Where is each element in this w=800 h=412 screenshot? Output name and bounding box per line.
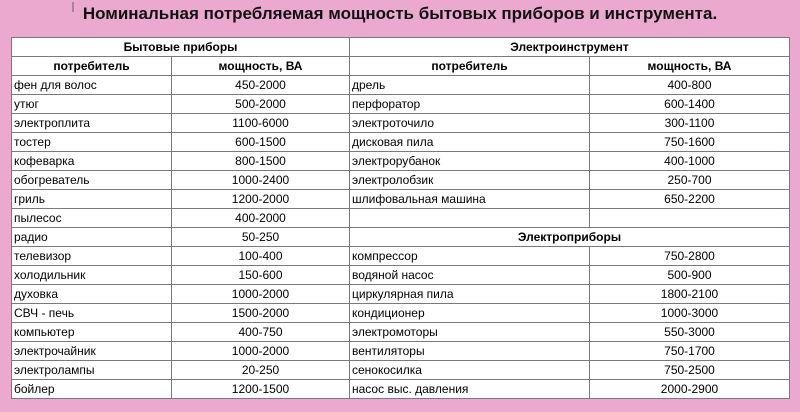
appliance-name-cell: насос выс. давления bbox=[350, 380, 590, 399]
household-power-cell: 800-1500 bbox=[172, 152, 350, 171]
household-power-cell: 1100-6000 bbox=[172, 114, 350, 133]
tool-name-cell: перфоратор bbox=[350, 95, 590, 114]
household-col-power: мощность, ВА bbox=[172, 57, 350, 76]
appliance-name-cell: циркулярная пила bbox=[350, 285, 590, 304]
table-row bbox=[12, 323, 790, 342]
blank-cell bbox=[590, 209, 790, 228]
household-name-cell: утюг bbox=[12, 95, 172, 114]
household-power-cell: 20-250 bbox=[172, 361, 350, 380]
tool-power-cell: 750-1600 bbox=[590, 133, 790, 152]
household-col-consumer: потребитель bbox=[12, 57, 172, 76]
household-power-cell: 500-2000 bbox=[172, 95, 350, 114]
table-row bbox=[12, 133, 790, 152]
appliance-power-cell: 750-1700 bbox=[590, 342, 790, 361]
household-name-cell: фен для волос bbox=[12, 76, 172, 95]
tool-name-cell: электрорубанок bbox=[350, 152, 590, 171]
household-name-cell: компьютер bbox=[12, 323, 172, 342]
section-header-row bbox=[12, 38, 790, 57]
household-power-cell: 50-250 bbox=[172, 228, 350, 247]
household-name-cell: обогреватель bbox=[12, 171, 172, 190]
table-row bbox=[12, 76, 790, 95]
household-name-cell: телевизор bbox=[12, 247, 172, 266]
appliance-name-cell: кондиционер bbox=[350, 304, 590, 323]
tools-col-power: мощность, ВА bbox=[590, 57, 790, 76]
table-row bbox=[12, 247, 790, 266]
household-name-cell: радио bbox=[12, 228, 172, 247]
household-name-cell: электрочайник bbox=[12, 342, 172, 361]
table-row bbox=[12, 190, 790, 209]
household-name-cell: электроплита bbox=[12, 114, 172, 133]
household-power-cell: 1000-2000 bbox=[172, 342, 350, 361]
appliance-name-cell: электромоторы bbox=[350, 323, 590, 342]
appliance-power-cell: 1000-3000 bbox=[590, 304, 790, 323]
household-power-cell: 400-2000 bbox=[172, 209, 350, 228]
household-power-cell: 600-1500 bbox=[172, 133, 350, 152]
table-row bbox=[12, 95, 790, 114]
household-power-cell: 150-600 bbox=[172, 266, 350, 285]
table-row bbox=[12, 361, 790, 380]
household-power-cell: 400-750 bbox=[172, 323, 350, 342]
household-power-cell: 450-2000 bbox=[172, 76, 350, 95]
tool-power-cell: 650-2200 bbox=[590, 190, 790, 209]
household-name-cell: кофеварка bbox=[12, 152, 172, 171]
appliance-name-cell: вентиляторы bbox=[350, 342, 590, 361]
table-row bbox=[12, 228, 790, 247]
household-name-cell: СВЧ - печь bbox=[12, 304, 172, 323]
household-name-cell: тостер bbox=[12, 133, 172, 152]
table-row bbox=[12, 209, 790, 228]
tools-section-title: Электроинструмент bbox=[350, 38, 790, 57]
tool-power-cell: 400-1000 bbox=[590, 152, 790, 171]
table-row bbox=[12, 380, 790, 399]
household-name-cell: пылесос bbox=[12, 209, 172, 228]
table-row bbox=[12, 342, 790, 361]
household-power-cell: 100-400 bbox=[172, 247, 350, 266]
household-power-cell: 1200-2000 bbox=[172, 190, 350, 209]
household-name-cell: электролампы bbox=[12, 361, 172, 380]
household-power-cell: 1000-2000 bbox=[172, 285, 350, 304]
household-power-cell: 1200-1500 bbox=[172, 380, 350, 399]
appliances-section-title: Электроприборы bbox=[350, 228, 790, 247]
tool-power-cell: 400-800 bbox=[590, 76, 790, 95]
tools-col-consumer: потребитель bbox=[350, 57, 590, 76]
table-row bbox=[12, 152, 790, 171]
tool-power-cell: 300-1100 bbox=[590, 114, 790, 133]
blank-cell bbox=[350, 209, 590, 228]
appliance-power-cell: 2000-2900 bbox=[590, 380, 790, 399]
table-row bbox=[12, 114, 790, 133]
household-power-cell: 1000-2400 bbox=[172, 171, 350, 190]
table-row bbox=[12, 266, 790, 285]
household-power-cell: 1500-2000 bbox=[172, 304, 350, 323]
table-row bbox=[12, 304, 790, 323]
power-table-body bbox=[12, 38, 790, 399]
appliance-name-cell: водяной насос bbox=[350, 266, 590, 285]
appliance-name-cell: компрессор bbox=[350, 247, 590, 266]
household-name-cell: гриль bbox=[12, 190, 172, 209]
tool-name-cell: электроточило bbox=[350, 114, 590, 133]
table-row bbox=[12, 171, 790, 190]
tool-name-cell: шлифовальная машина bbox=[350, 190, 590, 209]
tool-name-cell: электролобзик bbox=[350, 171, 590, 190]
appliance-power-cell: 500-900 bbox=[590, 266, 790, 285]
appliance-power-cell: 1800-2100 bbox=[590, 285, 790, 304]
appliance-name-cell: сенокосилка bbox=[350, 361, 590, 380]
appliance-power-cell: 750-2800 bbox=[590, 247, 790, 266]
tool-name-cell: дисковая пила bbox=[350, 133, 590, 152]
household-section-title: Бытовые приборы bbox=[12, 38, 350, 57]
table-row bbox=[12, 285, 790, 304]
household-name-cell: бойлер bbox=[12, 380, 172, 399]
column-header-row bbox=[12, 57, 790, 76]
power-table bbox=[11, 37, 790, 399]
tool-power-cell: 250-700 bbox=[590, 171, 790, 190]
tool-power-cell: 600-1400 bbox=[590, 95, 790, 114]
appliance-power-cell: 750-2500 bbox=[590, 361, 790, 380]
page-title: Номинальная потребляемая мощность бытовых приборов и инструмента. bbox=[82, 4, 718, 23]
tool-name-cell: дрель bbox=[350, 76, 590, 95]
household-name-cell: холодильник bbox=[12, 266, 172, 285]
household-name-cell: духовка bbox=[12, 285, 172, 304]
appliance-power-cell: 550-3000 bbox=[590, 323, 790, 342]
